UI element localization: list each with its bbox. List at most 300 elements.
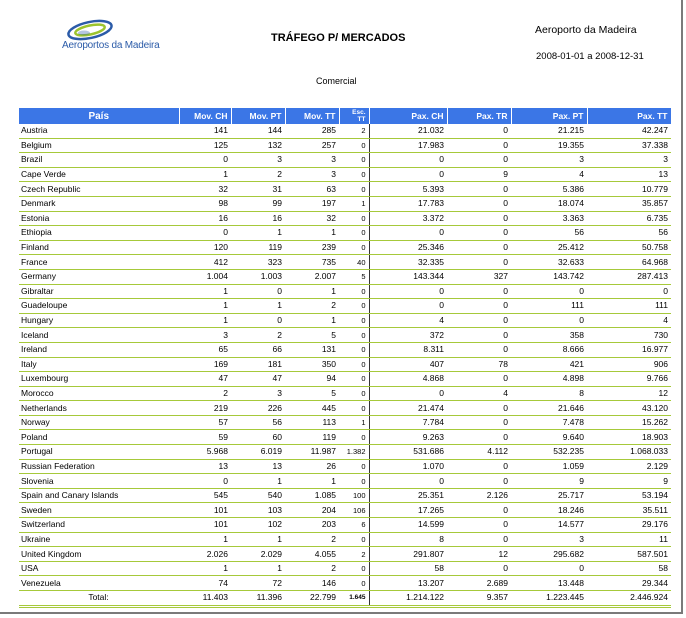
pax-pt-cell: 13.448 [511, 576, 587, 591]
table-row [19, 518, 671, 533]
total-cell: 11.396 [231, 591, 285, 607]
pax-pt-cell: 1.059 [511, 459, 587, 474]
pax-tt-cell: 29.344 [587, 576, 671, 591]
pax-ch-cell: 9.263 [369, 430, 447, 445]
pax-pt-cell: 0 [511, 284, 587, 299]
country-cell: Finland [19, 240, 179, 255]
pax-tt-cell: 64.968 [587, 255, 671, 270]
mov-tt-cell: 1 [285, 226, 339, 241]
table-row [19, 372, 671, 387]
mov-pt-cell: 132 [231, 138, 285, 153]
esc-tt-cell: 106 [339, 503, 369, 518]
pax-ch-cell: 17.265 [369, 503, 447, 518]
col-header-pax-ch: Pax. CH [369, 108, 447, 124]
esc-tt-cell: 0 [339, 357, 369, 372]
country-cell: USA [19, 561, 179, 576]
table-row [19, 182, 671, 197]
pax-tt-cell: 43.120 [587, 401, 671, 416]
esc-tt-cell: 0 [339, 182, 369, 197]
pax-tr-cell: 0 [447, 138, 511, 153]
table-header-row [19, 108, 671, 124]
country-cell: Norway [19, 415, 179, 430]
pax-ch-cell: 8.311 [369, 342, 447, 357]
pax-pt-cell: 4 [511, 167, 587, 182]
mov-tt-cell: 94 [285, 372, 339, 387]
pax-ch-cell: 32.335 [369, 255, 447, 270]
pax-pt-cell: 143.742 [511, 269, 587, 284]
pax-tr-cell: 0 [447, 372, 511, 387]
mov-tt-cell: 131 [285, 342, 339, 357]
pax-tt-cell: 16.977 [587, 342, 671, 357]
country-cell: Russian Federation [19, 459, 179, 474]
country-cell: Gibraltar [19, 284, 179, 299]
esc-tt-cell: 0 [339, 313, 369, 328]
mov-tt-cell: 2 [285, 532, 339, 547]
total-cell: 11.403 [179, 591, 231, 607]
total-cell: 1.223.445 [511, 591, 587, 607]
mov-tt-cell: 5 [285, 328, 339, 343]
mov-tt-cell: 257 [285, 138, 339, 153]
pax-tt-cell: 13 [587, 167, 671, 182]
mov-tt-cell: 350 [285, 357, 339, 372]
mov-pt-cell: 66 [231, 342, 285, 357]
esc-tt-cell: 0 [339, 138, 369, 153]
pax-ch-cell: 13.207 [369, 576, 447, 591]
mov-pt-cell: 2 [231, 328, 285, 343]
pax-tr-cell: 12 [447, 547, 511, 562]
mov-tt-cell: 735 [285, 255, 339, 270]
pax-ch-cell: 14.599 [369, 518, 447, 533]
mov-pt-cell: 1 [231, 474, 285, 489]
esc-tt-cell: 0 [339, 561, 369, 576]
pax-tr-cell: 0 [447, 459, 511, 474]
mov-pt-cell: 1 [231, 226, 285, 241]
table-row [19, 342, 671, 357]
pax-ch-cell: 0 [369, 386, 447, 401]
pax-ch-cell: 4.868 [369, 372, 447, 387]
pax-ch-cell: 58 [369, 561, 447, 576]
mov-tt-cell: 5 [285, 386, 339, 401]
mov-pt-cell: 31 [231, 182, 285, 197]
pax-tr-cell: 0 [447, 124, 511, 138]
esc-tt-cell: 0 [339, 459, 369, 474]
mov-tt-cell: 2 [285, 561, 339, 576]
pax-ch-cell: 0 [369, 226, 447, 241]
mov-ch-cell: 1 [179, 167, 231, 182]
pax-pt-cell: 7.478 [511, 415, 587, 430]
esc-tt-cell: 0 [339, 532, 369, 547]
mov-tt-cell: 11.987 [285, 445, 339, 460]
mov-ch-cell: 1.004 [179, 269, 231, 284]
esc-tt-cell: 0 [339, 386, 369, 401]
mov-pt-cell: 2.029 [231, 547, 285, 562]
mov-pt-cell: 102 [231, 518, 285, 533]
country-cell: Slovenia [19, 474, 179, 489]
table-row [19, 299, 671, 314]
pax-ch-cell: 0 [369, 153, 447, 168]
mov-tt-cell: 197 [285, 196, 339, 211]
country-cell: France [19, 255, 179, 270]
pax-tr-cell: 327 [447, 269, 511, 284]
pax-pt-cell: 56 [511, 226, 587, 241]
mov-tt-cell: 1 [285, 284, 339, 299]
mov-ch-cell: 57 [179, 415, 231, 430]
pax-tr-cell: 0 [447, 328, 511, 343]
pax-tt-cell: 29.176 [587, 518, 671, 533]
pax-ch-cell: 0 [369, 474, 447, 489]
table-row [19, 255, 671, 270]
total-row [19, 591, 671, 607]
mov-pt-cell: 1 [231, 299, 285, 314]
pax-ch-cell: 25.346 [369, 240, 447, 255]
pax-tr-cell: 0 [447, 561, 511, 576]
pax-ch-cell: 25.351 [369, 488, 447, 503]
pax-tr-cell: 2.689 [447, 576, 511, 591]
country-cell: Iceland [19, 328, 179, 343]
mov-ch-cell: 32 [179, 182, 231, 197]
pax-tt-cell: 0 [587, 284, 671, 299]
esc-tt-cell: 40 [339, 255, 369, 270]
mov-tt-cell: 2.007 [285, 269, 339, 284]
col-header-pais: País [19, 108, 179, 124]
mov-pt-cell: 99 [231, 196, 285, 211]
country-cell: Netherlands [19, 401, 179, 416]
pax-pt-cell: 5.386 [511, 182, 587, 197]
mov-tt-cell: 239 [285, 240, 339, 255]
pax-tr-cell: 2.126 [447, 488, 511, 503]
mov-ch-cell: 101 [179, 518, 231, 533]
mov-ch-cell: 219 [179, 401, 231, 416]
esc-tt-cell: 6 [339, 518, 369, 533]
pax-tr-cell: 0 [447, 226, 511, 241]
mov-ch-cell: 3 [179, 328, 231, 343]
mov-ch-cell: 1 [179, 561, 231, 576]
pax-tr-cell: 0 [447, 518, 511, 533]
mov-ch-cell: 1 [179, 532, 231, 547]
table-row [19, 328, 671, 343]
mov-tt-cell: 32 [285, 211, 339, 226]
table-row [19, 124, 671, 138]
pax-tt-cell: 287.413 [587, 269, 671, 284]
pax-ch-cell: 4 [369, 313, 447, 328]
country-cell: United Kingdom [19, 547, 179, 562]
country-cell: Ireland [19, 342, 179, 357]
pax-pt-cell: 3.363 [511, 211, 587, 226]
mov-ch-cell: 0 [179, 153, 231, 168]
table-row [19, 357, 671, 372]
pax-pt-cell: 18.074 [511, 196, 587, 211]
pax-tt-cell: 58 [587, 561, 671, 576]
mov-pt-cell: 119 [231, 240, 285, 255]
pax-tr-cell: 0 [447, 182, 511, 197]
col-header-mov-pt: Mov. PT [231, 108, 285, 124]
pax-pt-cell: 14.577 [511, 518, 587, 533]
pax-tt-cell: 42.247 [587, 124, 671, 138]
mov-tt-cell: 113 [285, 415, 339, 430]
pax-ch-cell: 3.372 [369, 211, 447, 226]
esc-tt-cell: 0 [339, 299, 369, 314]
mov-ch-cell: 120 [179, 240, 231, 255]
country-cell: Cape Verde [19, 167, 179, 182]
country-cell: Luxembourg [19, 372, 179, 387]
table-row [19, 284, 671, 299]
country-cell: Ethiopia [19, 226, 179, 241]
country-cell: Sweden [19, 503, 179, 518]
esc-tt-cell: 2 [339, 124, 369, 138]
pax-pt-cell: 21.215 [511, 124, 587, 138]
country-cell: Belgium [19, 138, 179, 153]
table-row [19, 459, 671, 474]
country-cell: Venezuela [19, 576, 179, 591]
esc-tt-cell: 1 [339, 415, 369, 430]
mov-ch-cell: 545 [179, 488, 231, 503]
mov-tt-cell: 3 [285, 167, 339, 182]
pax-pt-cell: 9 [511, 474, 587, 489]
logo-text: Aeroportos da Madeira [62, 40, 160, 51]
mov-pt-cell: 13 [231, 459, 285, 474]
mov-pt-cell: 103 [231, 503, 285, 518]
airport-name: Aeroporto da Madeira [535, 24, 637, 36]
mov-tt-cell: 63 [285, 182, 339, 197]
pax-ch-cell: 21.474 [369, 401, 447, 416]
mov-tt-cell: 203 [285, 518, 339, 533]
pax-tr-cell: 0 [447, 313, 511, 328]
pax-pt-cell: 25.412 [511, 240, 587, 255]
mov-pt-cell: 144 [231, 124, 285, 138]
country-cell: Estonia [19, 211, 179, 226]
pax-tt-cell: 37.338 [587, 138, 671, 153]
pax-ch-cell: 0 [369, 299, 447, 314]
country-cell: Brazil [19, 153, 179, 168]
country-cell: Switzerland [19, 518, 179, 533]
table-row [19, 474, 671, 489]
pax-pt-cell: 4.898 [511, 372, 587, 387]
pax-tr-cell: 0 [447, 255, 511, 270]
country-cell: Guadeloupe [19, 299, 179, 314]
pax-pt-cell: 3 [511, 153, 587, 168]
table-row [19, 167, 671, 182]
table-row [19, 226, 671, 241]
pax-tr-cell: 0 [447, 342, 511, 357]
mov-tt-cell: 4.055 [285, 547, 339, 562]
mov-ch-cell: 0 [179, 226, 231, 241]
esc-tt-cell: 0 [339, 401, 369, 416]
esc-tt-cell: 0 [339, 576, 369, 591]
table-row [19, 386, 671, 401]
mov-tt-cell: 119 [285, 430, 339, 445]
country-cell: Austria [19, 124, 179, 138]
esc-tt-cell: 0 [339, 372, 369, 387]
pax-ch-cell: 143.344 [369, 269, 447, 284]
pax-pt-cell: 8.666 [511, 342, 587, 357]
pax-pt-cell: 111 [511, 299, 587, 314]
mov-ch-cell: 0 [179, 474, 231, 489]
pax-tr-cell: 0 [447, 503, 511, 518]
pax-tr-cell: 0 [447, 430, 511, 445]
pax-tt-cell: 111 [587, 299, 671, 314]
table-row [19, 430, 671, 445]
total-cell: 2.446.924 [587, 591, 671, 607]
col-header-pax-tt: Pax. TT [587, 108, 671, 124]
pax-tt-cell: 18.903 [587, 430, 671, 445]
country-cell: Morocco [19, 386, 179, 401]
pax-tt-cell: 53.194 [587, 488, 671, 503]
pax-pt-cell: 25.717 [511, 488, 587, 503]
mov-ch-cell: 13 [179, 459, 231, 474]
total-cell: 9.357 [447, 591, 511, 607]
pax-pt-cell: 21.646 [511, 401, 587, 416]
mov-tt-cell: 445 [285, 401, 339, 416]
aeroportos-logo-icon [44, 16, 174, 60]
pax-tt-cell: 9 [587, 474, 671, 489]
mov-tt-cell: 1.085 [285, 488, 339, 503]
mov-ch-cell: 1 [179, 284, 231, 299]
mov-pt-cell: 1 [231, 561, 285, 576]
mov-tt-cell: 1 [285, 313, 339, 328]
table-body [19, 124, 671, 591]
traffic-table [19, 108, 672, 608]
table-row [19, 240, 671, 255]
table-row [19, 576, 671, 591]
mov-pt-cell: 226 [231, 401, 285, 416]
table-row [19, 547, 671, 562]
mov-pt-cell: 181 [231, 357, 285, 372]
mov-tt-cell: 26 [285, 459, 339, 474]
pax-ch-cell: 407 [369, 357, 447, 372]
mov-pt-cell: 16 [231, 211, 285, 226]
pax-tr-cell: 0 [447, 196, 511, 211]
col-header-pax-pt: Pax. PT [511, 108, 587, 124]
pax-tt-cell: 1.068.033 [587, 445, 671, 460]
pax-tt-cell: 12 [587, 386, 671, 401]
country-cell: Poland [19, 430, 179, 445]
pax-ch-cell: 372 [369, 328, 447, 343]
table-row [19, 532, 671, 547]
pax-tr-cell: 4.112 [447, 445, 511, 460]
pax-tr-cell: 4 [447, 386, 511, 401]
pax-pt-cell: 358 [511, 328, 587, 343]
table-row [19, 211, 671, 226]
pax-tt-cell: 3 [587, 153, 671, 168]
pax-tr-cell: 78 [447, 357, 511, 372]
pax-ch-cell: 531.686 [369, 445, 447, 460]
table-row [19, 401, 671, 416]
pax-tr-cell: 0 [447, 415, 511, 430]
mov-tt-cell: 204 [285, 503, 339, 518]
pax-tr-cell: 0 [447, 299, 511, 314]
mov-ch-cell: 98 [179, 196, 231, 211]
pax-pt-cell: 532.235 [511, 445, 587, 460]
esc-tt-cell: 0 [339, 226, 369, 241]
mov-pt-cell: 56 [231, 415, 285, 430]
table-row [19, 153, 671, 168]
table-row [19, 138, 671, 153]
pax-tt-cell: 35.511 [587, 503, 671, 518]
col-header-mov-tt: Mov. TT [285, 108, 339, 124]
table-row [19, 445, 671, 460]
esc-tt-cell: 0 [339, 430, 369, 445]
esc-tt-cell: 5 [339, 269, 369, 284]
mov-ch-cell: 16 [179, 211, 231, 226]
report-period: 2008-01-01 a 2008-12-31 [536, 51, 644, 62]
total-label: Total: [19, 591, 179, 607]
country-cell: Portugal [19, 445, 179, 460]
mov-ch-cell: 1 [179, 313, 231, 328]
mov-pt-cell: 6.019 [231, 445, 285, 460]
table-row [19, 415, 671, 430]
mov-pt-cell: 3 [231, 386, 285, 401]
pax-tt-cell: 15.262 [587, 415, 671, 430]
pax-ch-cell: 5.393 [369, 182, 447, 197]
pax-pt-cell: 3 [511, 532, 587, 547]
pax-tr-cell: 0 [447, 474, 511, 489]
mov-tt-cell: 1 [285, 474, 339, 489]
pax-tt-cell: 50.758 [587, 240, 671, 255]
total-cell: 22.799 [285, 591, 339, 607]
pax-tt-cell: 9.766 [587, 372, 671, 387]
mov-pt-cell: 47 [231, 372, 285, 387]
table-row [19, 503, 671, 518]
pax-tt-cell: 587.501 [587, 547, 671, 562]
mov-ch-cell: 101 [179, 503, 231, 518]
pax-ch-cell: 21.032 [369, 124, 447, 138]
pax-tt-cell: 4 [587, 313, 671, 328]
pax-ch-cell: 17.783 [369, 196, 447, 211]
mov-ch-cell: 412 [179, 255, 231, 270]
col-header-esc-tt: Esc. TT [339, 108, 369, 124]
pax-ch-cell: 291.807 [369, 547, 447, 562]
pax-pt-cell: 9.640 [511, 430, 587, 445]
segment-label: Comercial [316, 76, 357, 86]
mov-tt-cell: 2 [285, 299, 339, 314]
pax-pt-cell: 19.355 [511, 138, 587, 153]
pax-tt-cell: 10.779 [587, 182, 671, 197]
country-cell: Spain and Canary Islands [19, 488, 179, 503]
pax-tr-cell: 0 [447, 532, 511, 547]
country-cell: Czech Republic [19, 182, 179, 197]
total-cell: 1.645 [339, 591, 369, 607]
mov-ch-cell: 141 [179, 124, 231, 138]
pax-ch-cell: 8 [369, 532, 447, 547]
pax-ch-cell: 0 [369, 167, 447, 182]
mov-pt-cell: 1 [231, 532, 285, 547]
mov-pt-cell: 60 [231, 430, 285, 445]
pax-tr-cell: 0 [447, 284, 511, 299]
mov-pt-cell: 540 [231, 488, 285, 503]
mov-pt-cell: 0 [231, 313, 285, 328]
mov-pt-cell: 0 [231, 284, 285, 299]
mov-ch-cell: 169 [179, 357, 231, 372]
country-cell: Ukraine [19, 532, 179, 547]
country-cell: Denmark [19, 196, 179, 211]
pax-tr-cell: 0 [447, 240, 511, 255]
mov-pt-cell: 1.003 [231, 269, 285, 284]
mov-ch-cell: 5.968 [179, 445, 231, 460]
pax-pt-cell: 295.682 [511, 547, 587, 562]
mov-ch-cell: 74 [179, 576, 231, 591]
pax-tt-cell: 730 [587, 328, 671, 343]
col-header-pax-tr: Pax. TR [447, 108, 511, 124]
country-cell: Germany [19, 269, 179, 284]
esc-tt-cell: 0 [339, 211, 369, 226]
esc-tt-cell: 1 [339, 196, 369, 211]
esc-tt-cell: 1.382 [339, 445, 369, 460]
table-row [19, 561, 671, 576]
esc-tt-cell: 100 [339, 488, 369, 503]
mov-pt-cell: 2 [231, 167, 285, 182]
esc-tt-cell: 2 [339, 547, 369, 562]
pax-tt-cell: 6.735 [587, 211, 671, 226]
